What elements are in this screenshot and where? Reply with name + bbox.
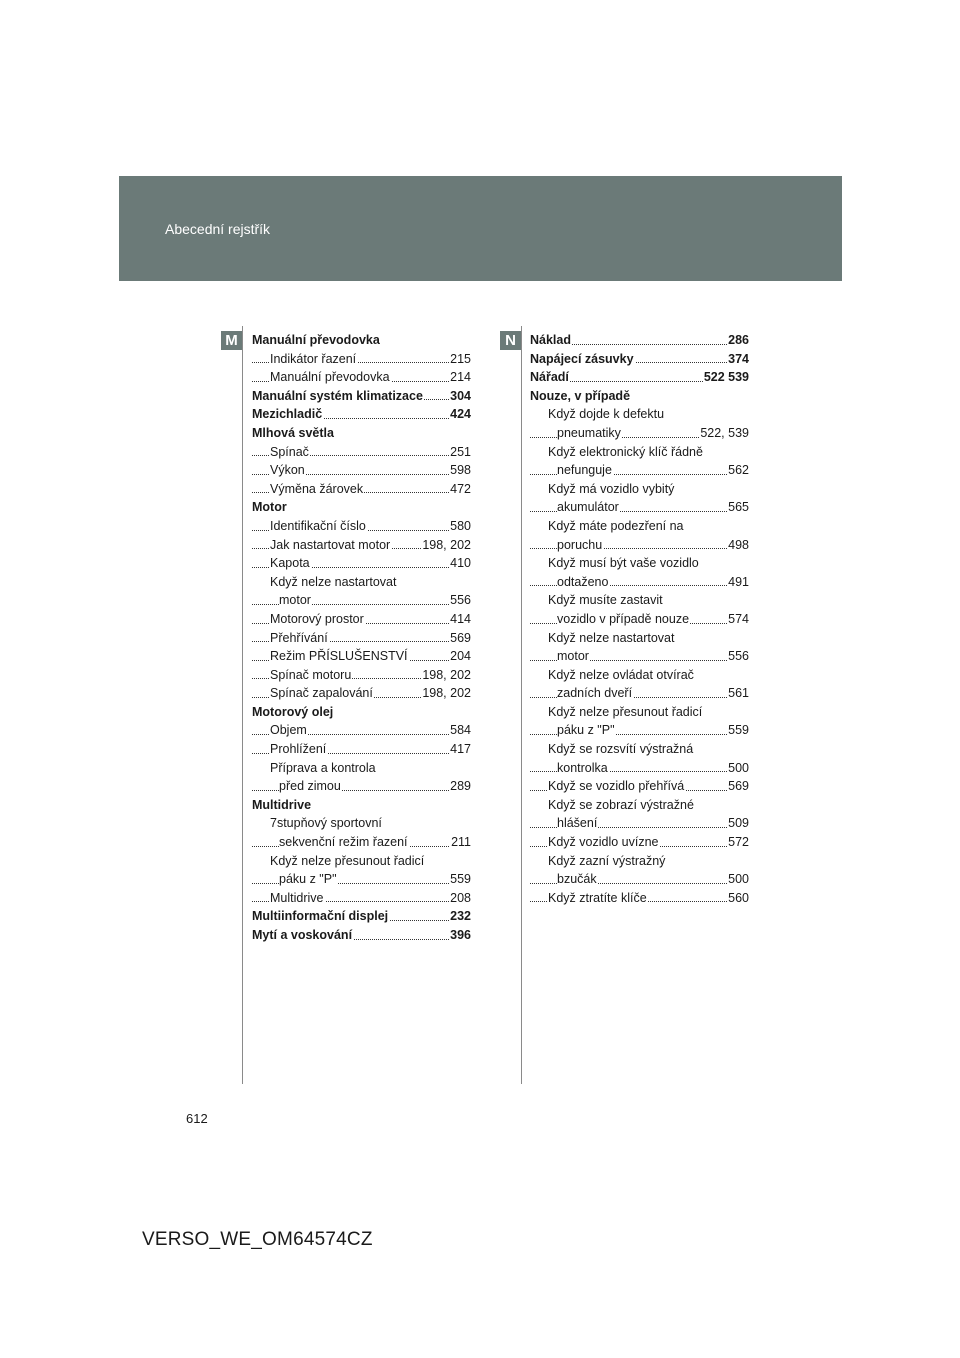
index-entry <box>252 573 471 592</box>
index-entry <box>252 814 471 833</box>
index-entry <box>252 331 471 350</box>
entry-page: 522 539 <box>703 368 749 387</box>
index-entry <box>530 368 749 387</box>
entry-page: 584 <box>449 721 471 740</box>
entry-text: motor <box>557 649 589 664</box>
entry-text: Spínač motoru <box>270 667 352 682</box>
entry-page: 598 <box>449 461 471 480</box>
entry-page: 559 <box>449 870 471 889</box>
entry-page: 565 <box>727 498 749 517</box>
index-entry <box>530 796 749 815</box>
entry-text: Když vozidlo uvízne <box>548 835 659 850</box>
index-entry <box>530 870 749 889</box>
entry-text: Jak nastartovat motor <box>270 537 391 552</box>
index-entry <box>252 498 471 517</box>
entry-text: Nářadí <box>530 370 569 385</box>
entry-page: 198, 202 <box>421 666 471 685</box>
index-entry <box>252 461 471 480</box>
index-entry <box>530 684 749 703</box>
index-entry <box>252 387 471 406</box>
entry-text: Náklad <box>530 333 571 347</box>
index-entry <box>252 907 471 926</box>
entry-page: 208 <box>449 889 471 908</box>
section-letter-n: N <box>500 331 521 350</box>
entry-text: Napájecí zásuvky <box>530 351 634 366</box>
index-entry <box>252 777 471 796</box>
index-entry <box>252 424 471 443</box>
entry-text: Když dojde k defektu <box>548 407 665 422</box>
index-entry <box>530 889 749 908</box>
index-entry <box>530 536 749 555</box>
entry-text: Motor <box>252 500 287 515</box>
index-entry <box>530 759 749 778</box>
entry-text: Když má vozidlo vybitý <box>548 481 675 496</box>
entry-text: Identifikační číslo <box>270 518 366 533</box>
entry-text: odtaženo <box>557 574 609 589</box>
entry-page: 198, 202 <box>421 684 471 703</box>
index-entry <box>252 796 471 815</box>
index-entry <box>252 517 471 536</box>
index-entry <box>252 870 471 889</box>
index-entry <box>530 405 749 424</box>
entry-text: Multiinformační displej <box>252 909 389 924</box>
index-entry <box>530 703 749 722</box>
entry-text: páku z "P" <box>557 723 615 738</box>
index-entry <box>530 814 749 833</box>
entry-text: bzučák <box>557 872 597 887</box>
entry-text: Když ztratíte klíče <box>548 890 647 905</box>
header-title: Abecední rejstřík <box>165 221 271 237</box>
index-entry <box>252 536 471 555</box>
entry-page: 572 <box>727 833 749 852</box>
index-entry <box>252 666 471 685</box>
entry-text: Spínač <box>270 444 309 459</box>
entry-page: 580 <box>449 517 471 536</box>
index-entry <box>530 852 749 871</box>
entry-text: před zimou <box>279 779 341 794</box>
index-entry <box>252 926 471 945</box>
index-entry <box>252 554 471 573</box>
index-entry <box>252 368 471 387</box>
entry-text: Mezichladič <box>252 407 323 422</box>
entry-text: 7stupňový sportovní <box>270 816 382 831</box>
entry-text: Když máte podezření na <box>548 518 684 533</box>
entry-text: Prohlížení <box>270 742 327 757</box>
column-divider-left <box>242 326 243 1084</box>
entry-text: Když nelze nastartovat <box>548 630 675 645</box>
entry-text: páku z "P" <box>279 872 337 887</box>
entry-page: 561 <box>727 684 749 703</box>
entry-page: 509 <box>727 814 749 833</box>
entry-page: 424 <box>449 405 471 424</box>
entry-text: vozidlo v případě nouze <box>557 611 690 626</box>
entry-text: Když musíte zastavit <box>548 593 663 608</box>
entry-page: 289 <box>449 777 471 796</box>
index-entry <box>252 759 471 778</box>
index-entry <box>252 852 471 871</box>
entry-text: hlášení <box>557 816 598 831</box>
index-entry <box>530 721 749 740</box>
index-entry <box>252 833 471 852</box>
entry-text: Když musí být vaše vozidlo <box>548 556 699 571</box>
entry-page: 232 <box>449 907 471 926</box>
index-entry <box>252 443 471 462</box>
entry-page: 560 <box>727 889 749 908</box>
entry-text: Když nelze přesunout řadicí <box>270 853 425 868</box>
index-entry <box>252 889 471 908</box>
entry-page: 569 <box>449 629 471 648</box>
entry-text: Režim PŘÍSLUŠENSTVÍ <box>270 649 408 664</box>
index-entry <box>252 684 471 703</box>
index-entry <box>530 777 749 796</box>
entry-text: Motorový prostor <box>270 611 364 626</box>
index-entry <box>530 740 749 759</box>
entry-page: 472 <box>449 480 471 499</box>
entry-page: 251 <box>449 443 471 462</box>
entry-text: Když nelze ovládat otvírač <box>548 667 694 682</box>
entry-text: Když se vozidlo přehřívá <box>548 779 685 794</box>
index-entry <box>252 405 471 424</box>
entry-text: sekvenční režim řazení <box>279 835 408 850</box>
index-entry <box>530 610 749 629</box>
entry-page: 556 <box>449 591 471 610</box>
entry-text: Motorový olej <box>252 704 334 719</box>
entry-page: 215 <box>449 350 471 369</box>
index-entry <box>530 498 749 517</box>
entry-page: 559 <box>727 721 749 740</box>
index-entry <box>530 573 749 592</box>
column-divider-right <box>521 326 522 1084</box>
entry-text: pneumatiky <box>557 425 621 440</box>
index-entry <box>530 517 749 536</box>
entry-text: Nouze, v případě <box>530 388 631 403</box>
entry-text: Když se zobrazí výstražné <box>548 797 694 812</box>
index-entry <box>252 480 471 499</box>
entry-page: 562 <box>727 461 749 480</box>
entry-page: 211 <box>450 833 471 852</box>
index-entry <box>530 666 749 685</box>
index-entry <box>530 647 749 666</box>
document-code: VERSO_WE_OM64574CZ <box>142 1229 373 1250</box>
entry-text: kontrolka <box>557 760 608 775</box>
entry-page: 500 <box>727 870 749 889</box>
entry-page: 556 <box>727 647 749 666</box>
entry-text: Multidrive <box>252 797 312 812</box>
entry-page: 522, 539 <box>699 424 749 443</box>
entry-text: Mlhová světla <box>252 425 334 440</box>
entry-text: Když elektronický klíč řádně <box>548 444 703 459</box>
entry-page: 500 <box>727 759 749 778</box>
index-entry <box>530 591 749 610</box>
entry-text: Když nelze přesunout řadicí <box>548 704 703 719</box>
entry-text: Kapota <box>270 556 310 571</box>
entry-page: 204 <box>449 647 471 666</box>
entry-text: poruchu <box>557 537 603 552</box>
index-entry <box>530 554 749 573</box>
entry-text: Příprava a kontrola <box>270 760 376 775</box>
index-entry <box>252 629 471 648</box>
index-entry <box>252 647 471 666</box>
entry-page: 304 <box>449 387 471 406</box>
page-header <box>119 176 842 281</box>
entry-text: akumulátor <box>557 500 619 515</box>
entry-page: 286 <box>727 331 749 350</box>
index-entry <box>530 629 749 648</box>
index-entry <box>530 331 749 350</box>
entry-page: 396 <box>449 926 471 945</box>
entry-text: Manuální převodovka <box>270 370 390 385</box>
index-column-n <box>530 331 749 907</box>
section-letter-m: M <box>221 331 242 350</box>
entry-page: 214 <box>449 368 471 387</box>
index-entry <box>530 833 749 852</box>
entry-page: 417 <box>449 740 471 759</box>
index-entry <box>252 703 471 722</box>
index-entry <box>530 480 749 499</box>
index-entry <box>252 740 471 759</box>
index-entry <box>252 721 471 740</box>
index-entry <box>530 387 749 406</box>
index-entry <box>530 350 749 369</box>
entry-text: Manuální systém klimatizace <box>252 388 423 403</box>
entry-text: Mytí a voskování <box>252 928 353 942</box>
entry-page: 491 <box>727 573 749 592</box>
entry-page: 198, 202 <box>421 536 471 555</box>
entry-text: Objem <box>270 723 307 738</box>
entry-text: motor <box>279 593 311 608</box>
index-column-m <box>252 331 471 945</box>
entry-text: Výměna žárovek <box>270 481 364 496</box>
entry-text: Multidrive <box>270 890 324 905</box>
entry-text: zadních dveří <box>557 686 633 701</box>
page-number: 612 <box>186 1111 208 1126</box>
index-entry <box>530 424 749 443</box>
entry-text: Manuální převodovka <box>252 333 380 347</box>
index-entry <box>530 461 749 480</box>
entry-text: Když zazní výstražný <box>548 853 666 868</box>
entry-page: 498 <box>727 536 749 555</box>
entry-text: Výkon <box>270 463 305 478</box>
entry-page: 574 <box>727 610 749 629</box>
entry-text: nefunguje <box>557 463 612 478</box>
entry-page: 569 <box>727 777 749 796</box>
entry-text: Když nelze nastartovat <box>270 574 397 589</box>
index-entry <box>252 350 471 369</box>
index-entry <box>252 591 471 610</box>
index-entry <box>252 610 471 629</box>
index-entry <box>530 443 749 462</box>
entry-text: Spínač zapalování <box>270 686 373 701</box>
entry-text: Indikátor řazení <box>270 351 357 366</box>
entry-text: Přehřívání <box>270 630 328 645</box>
entry-page: 374 <box>727 350 749 369</box>
entry-page: 414 <box>449 610 471 629</box>
entry-text: Když se rozsvítí výstražná <box>548 742 694 757</box>
entry-page: 410 <box>449 554 471 573</box>
